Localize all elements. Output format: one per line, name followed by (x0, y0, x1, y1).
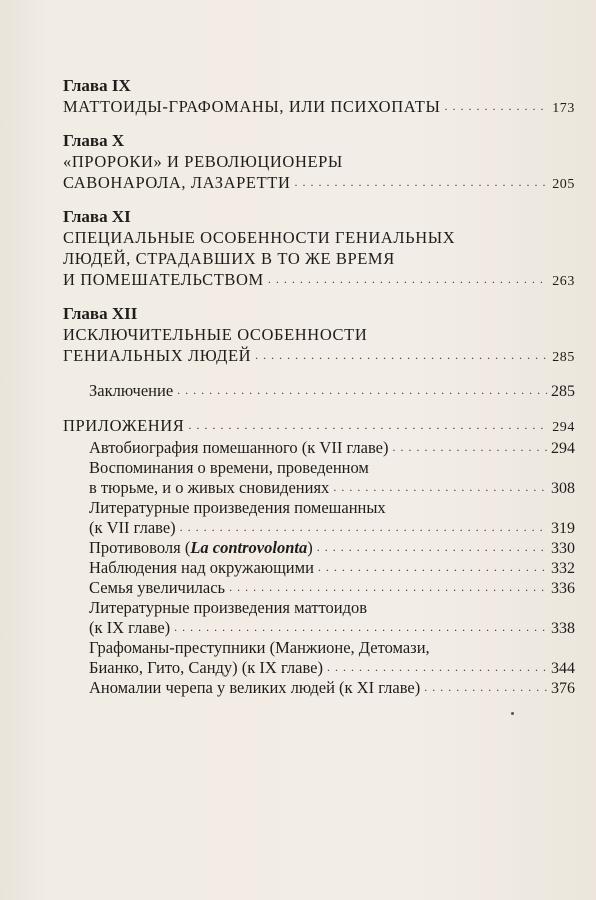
dot-leader (188, 415, 548, 436)
dot-leader (333, 477, 547, 497)
page-number: 344 (551, 660, 575, 677)
appendix-item (89, 498, 575, 538)
toc-line (63, 96, 575, 117)
appendix-item-text: Бианко, Гито, Санду) (к IX главе) (89, 658, 323, 677)
toc-line (89, 478, 575, 498)
appendix-item (89, 678, 575, 698)
page-number: 205 (552, 177, 575, 192)
appendix-item-text: Наблюдения над окружающими (89, 558, 314, 577)
dot-leader (392, 437, 547, 457)
appendix-item (89, 538, 575, 558)
chapter-heading-text: И ПОМЕШАТЕЛЬСТВОМ (63, 270, 264, 289)
page-number: 338 (551, 620, 575, 637)
appendix-item-prefix: Противоволя ( (89, 538, 191, 557)
table-of-contents (63, 76, 575, 698)
appendix-item (89, 438, 575, 458)
toc-chapter-11 (63, 207, 575, 290)
appendix-item-text: (к VII главе) (89, 518, 176, 537)
page-number: 294 (551, 440, 575, 457)
chapter-heading-line: СПЕЦИАЛЬНЫЕ ОСОБЕННОСТИ ГЕНИАЛЬНЫХ (63, 228, 456, 247)
dot-leader (317, 537, 547, 557)
appendix-item-line: Литературные произведения помешанных (89, 498, 386, 517)
chapter-heading-line: ИСКЛЮЧИТЕЛЬНЫЕ ОСОБЕННОСТИ (63, 325, 368, 344)
appendix-item-italic-title: La controvolonta (190, 538, 308, 557)
appendix-item (89, 458, 575, 498)
toc-line (89, 618, 575, 638)
chapter-title: Глава X (63, 131, 125, 150)
appendix-item-line: Литературные произведения маттоидов (89, 598, 368, 617)
appendix-item-text (89, 538, 313, 558)
toc-appendix-heading (63, 415, 575, 436)
chapter-heading-text: САВОНАРОЛА, ЛАЗАРЕТТИ (63, 173, 291, 192)
page-number: 319 (551, 520, 575, 537)
page-number: 263 (552, 274, 575, 289)
page-number: 294 (552, 420, 575, 435)
page-number: 376 (551, 680, 575, 697)
appendix-item-text: Автобиография помешанного (к VII главе) (89, 438, 389, 457)
page-number: 332 (551, 560, 575, 577)
toc-line (89, 678, 575, 698)
chapter-title: Глава XII (63, 304, 138, 323)
toc-line (89, 538, 575, 558)
appendix-item (89, 638, 575, 678)
page-number: 336 (551, 580, 575, 597)
chapter-heading (63, 324, 575, 366)
appendix-item-line: Графоманы-преступники (Манжионе, Детомази, (89, 638, 430, 657)
dot-leader (180, 517, 547, 537)
appendix-item-text: в тюрьме, и о живых сновидениях (89, 478, 330, 497)
page-number: 308 (551, 480, 575, 497)
appendix-item-line: Воспоминания о времени, проведенном (89, 458, 369, 477)
appendix-item-suffix: ) (307, 538, 313, 557)
chapter-heading (63, 151, 575, 193)
toc-line (89, 558, 575, 578)
appendix-item-text: (к IX главе) (89, 618, 171, 637)
dot-leader (327, 657, 547, 677)
dot-leader (318, 557, 547, 577)
chapter-title: Глава XI (63, 207, 131, 226)
appendix-item-text: Аномалии черепа у великих людей (к XI главе) (89, 678, 421, 697)
chapter-heading-line: «ПРОРОКИ» И РЕВОЛЮЦИОНЕРЫ (63, 152, 343, 171)
toc-conclusion (89, 380, 575, 401)
appendix-label: ПРИЛОЖЕНИЯ (63, 416, 185, 435)
page-number: 285 (551, 383, 575, 400)
toc-line (89, 658, 575, 678)
dot-leader (268, 269, 548, 290)
toc-chapter-10 (63, 131, 575, 193)
dot-leader (255, 345, 548, 366)
paper-speck (511, 712, 514, 715)
toc-line (89, 578, 575, 598)
dot-leader (229, 577, 547, 597)
toc-chapter-9 (63, 76, 575, 117)
chapter-heading (63, 96, 575, 117)
toc-line (63, 269, 575, 290)
chapter-heading-text: МАТТОИДЫ-ГРАФОМАНЫ, ИЛИ ПСИХОПАТЫ (63, 97, 441, 116)
toc-line (63, 415, 575, 436)
appendix-item (89, 598, 575, 638)
toc-line (89, 438, 575, 458)
page-number: 285 (552, 350, 575, 365)
appendix-item (89, 558, 575, 578)
dot-leader (444, 96, 548, 117)
conclusion-label: Заключение (89, 381, 174, 400)
page-number: 173 (552, 101, 575, 116)
chapter-heading-text: ГЕНИАЛЬНЫХ ЛЮДЕЙ (63, 346, 252, 365)
dot-leader (174, 617, 547, 637)
toc-line (63, 345, 575, 366)
chapter-heading (63, 227, 575, 290)
toc-chapter-12 (63, 304, 575, 366)
toc-line (63, 172, 575, 193)
page-number: 330 (551, 540, 575, 557)
chapter-title: Глава IX (63, 76, 131, 95)
dot-leader (295, 172, 549, 193)
appendix-list (89, 438, 575, 698)
dot-leader (424, 677, 547, 697)
dot-leader (177, 380, 547, 401)
toc-line (89, 380, 575, 401)
chapter-heading-line: ЛЮДЕЙ, СТРАДАВШИХ В ТО ЖЕ ВРЕМЯ (63, 249, 395, 268)
toc-line (89, 518, 575, 538)
appendix-item-text: Семья увеличилась (89, 578, 226, 597)
appendix-item (89, 578, 575, 598)
